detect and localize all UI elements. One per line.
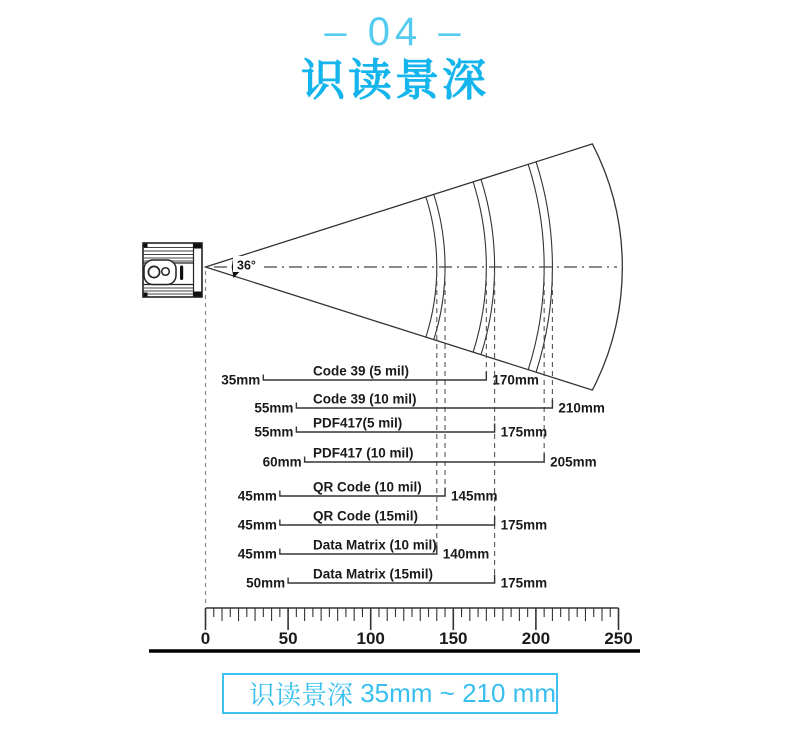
beam-angle-label: 36° (237, 258, 256, 273)
ruler-tick-label: 200 (521, 629, 551, 648)
ruler-tick-label: 100 (356, 629, 385, 648)
ruler-tick-label: 50 (278, 629, 298, 648)
depth-range-box (222, 673, 558, 714)
barcode-type-label: Code 39 (10 mil) (313, 391, 417, 407)
range-min-label: 55mm (254, 424, 294, 440)
range-max-label: 210mm (558, 400, 605, 416)
range-min-label: 60mm (262, 454, 302, 470)
range-min-label: 55mm (254, 400, 294, 416)
barcode-type-label: QR Code (15mil) (313, 508, 419, 524)
scanner-lens-icon (148, 266, 159, 277)
range-min-label: 45mm (237, 517, 277, 533)
range-max-label: 170mm (492, 372, 539, 388)
range-max-label: 175mm (500, 517, 548, 533)
scanner-slot-icon (180, 266, 183, 281)
range-max-label: 145mm (451, 488, 498, 504)
barcode-type-label: Code 39 (5 mil) (313, 363, 410, 379)
depth-range-value: 35mm ~ 210 mm (360, 678, 556, 708)
ruler-tick-label: 150 (439, 629, 468, 648)
barcode-type-label: Data Matrix (15mil) (313, 566, 434, 582)
barcode-type-label: QR Code (10 mil) (313, 479, 422, 495)
page-title: 识读景深 (301, 56, 489, 105)
scanner-device (143, 243, 202, 297)
depth-range-label: 识读景深 (249, 680, 354, 710)
section-number: – 04 – (324, 10, 466, 54)
ruler-tick-label: 250 (604, 629, 633, 648)
ruler-tick-label: 0 (200, 629, 211, 648)
barcode-type-label: PDF417 (10 mil) (313, 445, 414, 461)
scanner-aimer-icon (162, 268, 170, 276)
range-min-label: 45mm (237, 546, 277, 562)
range-max-label: 175mm (500, 575, 548, 591)
range-min-label: 35mm (221, 372, 261, 388)
range-min-label: 45mm (237, 488, 277, 504)
barcode-type-label: Data Matrix (10 mil) (313, 537, 437, 553)
range-max-label: 205mm (550, 454, 597, 470)
range-max-label: 175mm (500, 424, 548, 440)
scanner-corner-bottom-left (144, 293, 148, 297)
scanner-corner-bottom (194, 292, 202, 297)
range-min-label: 50mm (246, 575, 286, 591)
scanner-corner-top (194, 244, 202, 249)
scanner-corner-top-left (144, 244, 148, 248)
range-max-label: 140mm (442, 546, 490, 562)
barcode-type-label: PDF417(5 mil) (313, 415, 403, 431)
